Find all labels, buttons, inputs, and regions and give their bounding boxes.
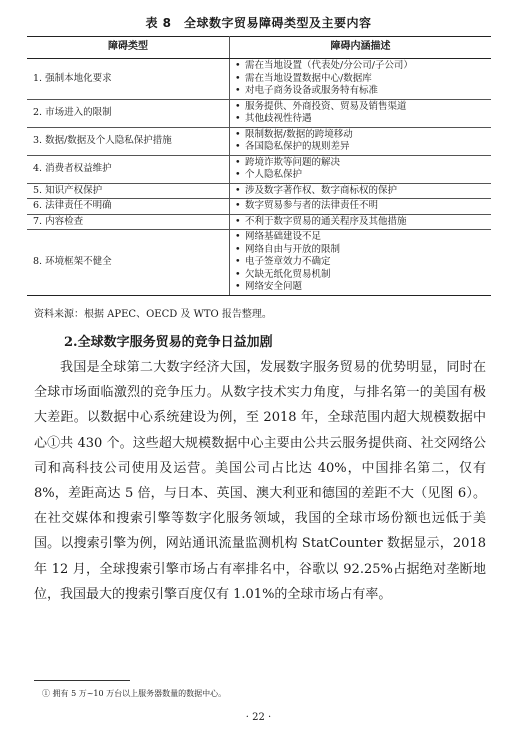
barrier-type-cell: 5. 知识产权保护	[27, 183, 230, 199]
table-row	[27, 183, 491, 199]
table-row	[27, 99, 491, 127]
description-item: • 个人隐私保护	[234, 169, 487, 182]
description-list	[234, 231, 487, 294]
description-item: • 其他歧视性待遇	[234, 113, 487, 126]
description-list	[234, 185, 487, 198]
barrier-description-cell	[230, 230, 492, 296]
barrier-description-cell	[230, 59, 492, 100]
table-header-row	[27, 37, 491, 59]
barrier-type-cell: 8. 环境框架不健全	[27, 230, 230, 296]
barrier-type-cell: 6. 法律责任不明确	[27, 199, 230, 215]
barrier-description-cell	[230, 155, 492, 183]
header-barrier-type: 障碍类型	[27, 37, 230, 59]
table-row	[27, 155, 491, 183]
description-item: • 欠缺无纸化贸易机制	[234, 269, 487, 282]
barrier-type-cell: 4. 消费者权益维护	[27, 155, 230, 183]
description-item: • 网络安全问题	[234, 281, 487, 294]
table-row	[27, 127, 491, 155]
barrier-type-cell: 3. 数据/数据及个人隐私保护措施	[27, 127, 230, 155]
description-item: • 需在当地设置（代表处/分公司/子公司）	[234, 60, 487, 73]
barrier-table	[27, 36, 491, 296]
description-list	[234, 216, 487, 229]
page-number: · 22 ·	[245, 712, 272, 723]
description-list	[234, 157, 487, 182]
body-paragraph: 我国是全球第二大数字经济大国，发展数字服务贸易的优势明显，同时在全球市场面临激烈的竞争压力。从数字技术实力角度，与排名第一的美国有极大差距。以数据中心系统建设为例，至 2018 年，全球范围内超大规模数据中心①共 430 个。这些超大规模数据中心主要由公共云服务提供商、社交网络公司和高科技公司使用及运营。美国公司占比达 40%，中国排名第二，仅有 8%，差距高达 5 倍，与日本、英国、澳大利亚和德国的差距不大（见图 6）。在社交媒体和搜索引擎等数字化服务领域，我国的全球市场份额也远低于美国。以搜索引擎为例，网站通讯流量监测机构 StatCounter 数据显示，2018 年 12 月，全球搜索引擎市场占有率排名中，谷歌以 92.25%占据绝对垄断地位，我国最大的搜索引擎百度仅有 1.01%的全球市场占有率。	[34, 360, 486, 602]
description-item: • 网络自由与开放的限制	[234, 244, 487, 257]
table-row	[27, 214, 491, 230]
table-row	[27, 230, 491, 296]
description-item: • 跨境诈欺等问题的解决	[234, 157, 487, 170]
description-list	[234, 60, 487, 98]
description-list	[234, 129, 487, 154]
footnote-divider	[34, 680, 130, 681]
table-row	[27, 199, 491, 215]
header-barrier-description: 障碍内涵描述	[230, 37, 492, 59]
description-item: • 对电子商务设备或服务特有标准	[234, 85, 487, 98]
section-title: 2.全球数字服务贸易的竞争日益加剧	[64, 335, 273, 350]
barrier-type-cell: 1. 强制本地化要求	[27, 59, 230, 100]
barrier-description-cell	[230, 99, 492, 127]
description-item: • 网络基础建设不足	[234, 231, 487, 244]
table-row	[27, 59, 491, 100]
description-list	[234, 101, 487, 126]
barrier-description-cell	[230, 214, 492, 230]
barrier-type-cell: 7. 内容检查	[27, 214, 230, 230]
barrier-description-cell	[230, 183, 492, 199]
footnote: ① 拥有 5 万~10 万台以上服务器数量的数据中心。	[42, 689, 227, 698]
description-item: • 服务提供、外商投资、贸易及销售渠道	[234, 101, 487, 114]
barrier-description-cell	[230, 127, 492, 155]
barrier-description-cell	[230, 199, 492, 215]
description-item: • 需在当地设置数据中心/数据库	[234, 73, 487, 86]
description-item: • 涉及数字著作权、数字商标权的保护	[234, 185, 487, 198]
description-item: • 数字贸易参与者的法律责任不明	[234, 200, 487, 213]
description-item: • 限制数据/数据的跨境移动	[234, 129, 487, 142]
table-caption: 表 8 全球数字贸易障碍类型及主要内容	[145, 16, 372, 30]
barrier-type-cell: 2. 市场进入的限制	[27, 99, 230, 127]
table-source-note: 资料来源：根据 APEC、OECD 及 WTO 报告整理。	[34, 309, 272, 320]
description-list	[234, 200, 487, 213]
description-item: • 各国隐私保护的规则差异	[234, 141, 487, 154]
description-item: • 不利于数字贸易的通关程序及其他措施	[234, 216, 487, 229]
description-item: • 电子签章效力不确定	[234, 256, 487, 269]
